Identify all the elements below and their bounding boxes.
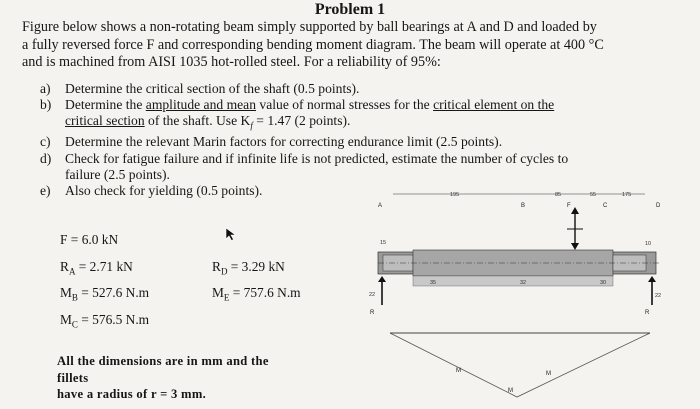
- dim-85: 85: [555, 192, 562, 198]
- intro-line-3: and is machined from AISI 1035 hot-rolled steel. For a reliability of 95%:: [22, 54, 441, 70]
- label-f: F: [567, 203, 571, 209]
- task-text: = 1.47 (2 points).: [252, 113, 351, 129]
- task-text: Determine the relevant Marin factors for correcting endurance limit (2.5 points).: [65, 134, 503, 150]
- var-subscript: A: [68, 266, 76, 277]
- var-subscript: C: [71, 319, 78, 330]
- intro-line-1: Figure below shows a non-rotating beam simply supported by ball bearings at A and D and loaded by: [22, 19, 597, 35]
- reaction-a-label: R: [370, 310, 375, 316]
- label-d: D: [656, 203, 661, 209]
- shaft-lower-section: [413, 276, 613, 286]
- var-subscript: E: [223, 292, 230, 303]
- var-subscript: D: [220, 266, 228, 277]
- var-value: = 757.6 N.m: [229, 285, 301, 300]
- var-value: = 576.5 N.m: [77, 312, 150, 327]
- moment-label-b: M: [456, 368, 461, 374]
- label-b: B: [521, 203, 526, 209]
- var-value: = 3.29 kN: [227, 259, 285, 274]
- task-subscript: f: [250, 121, 253, 132]
- force-arrow-head-down: [571, 243, 579, 250]
- var-symbol: M: [212, 285, 224, 300]
- dim-22-right: 22: [655, 293, 662, 299]
- task-text: value of normal stresses for the: [256, 97, 434, 113]
- task-text: Determine the: [65, 97, 146, 113]
- dim-195: 195: [450, 192, 460, 198]
- var-symbol: R: [212, 259, 221, 274]
- label-a: A: [378, 203, 383, 209]
- task-underline-3: critical section: [65, 113, 145, 129]
- reaction-a-head: [378, 276, 386, 282]
- task-underline-2: critical element on the: [433, 97, 555, 113]
- var-symbol: R: [60, 259, 69, 274]
- note-line-1: All the dimensions are in mm and the fillets: [57, 354, 269, 385]
- task-text: Also check for yielding (0.5 points).: [65, 182, 263, 198]
- dim-35: 35: [430, 280, 437, 286]
- dim-32: 32: [520, 280, 527, 286]
- var-value: = 2.71 kN: [75, 259, 133, 274]
- given-force: F = 6.0 kN: [60, 232, 119, 247]
- dim-10: 10: [645, 241, 652, 247]
- task-underline-1: amplitude and mean: [145, 97, 257, 113]
- task-marker: e): [40, 182, 51, 198]
- dim-30: 30: [600, 280, 607, 286]
- dim-175: 175: [622, 192, 632, 198]
- task-text: Check for fatigue failure and if infinite life is not predicted, estimate the number of cycles to: [65, 150, 569, 166]
- dim-22-left: 22: [369, 292, 376, 298]
- intro-line-2: a fully reversed force F and corresponding bending moment diagram. The beam will operate at 400 °C: [22, 36, 604, 53]
- var-symbol: M: [60, 312, 72, 327]
- task-text: of the shaft. Use K: [144, 113, 251, 129]
- task-marker: b): [40, 97, 52, 113]
- reaction-d-label: R: [645, 310, 650, 316]
- moment-label-c: M: [546, 371, 551, 377]
- dim-55: 55: [590, 192, 597, 198]
- task-text: failure (2.5 points).: [65, 166, 170, 182]
- note-line-2: have a radius of r = 3 mm.: [57, 387, 207, 401]
- task-text: Determine the critical section of the shaft (0.5 points).: [65, 81, 360, 96]
- var-subscript: B: [71, 292, 78, 303]
- dim-15: 15: [380, 240, 387, 246]
- var-value: = 527.6 N.m: [77, 285, 150, 300]
- task-marker: d): [40, 150, 52, 166]
- moment-diagram: [390, 333, 650, 397]
- task-marker: a): [40, 81, 51, 96]
- moment-label-e: M: [508, 388, 513, 394]
- reaction-d-head: [648, 276, 656, 282]
- problem-title: Problem 1: [314, 1, 386, 18]
- var-symbol: M: [60, 285, 72, 300]
- force-arrow-head-up: [571, 207, 579, 214]
- task-marker: c): [40, 134, 51, 150]
- label-c: C: [603, 203, 608, 209]
